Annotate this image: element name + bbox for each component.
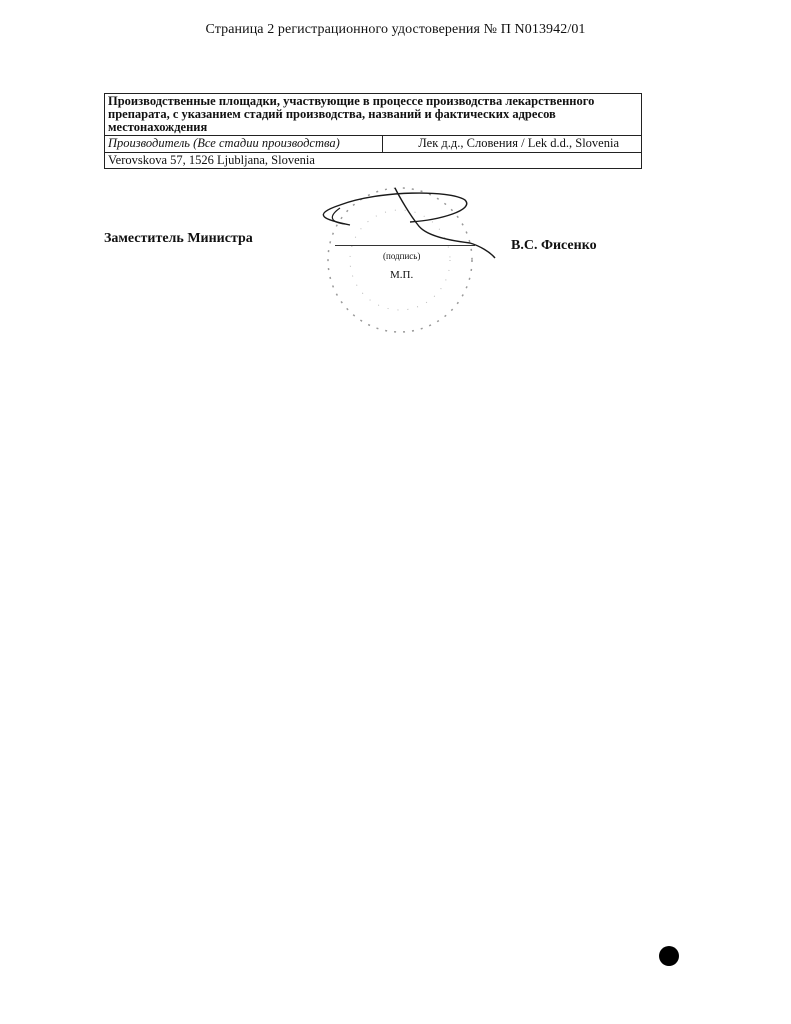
handwritten-signature	[323, 188, 495, 258]
production-sites-heading: Производственные площадки, участвующие в процессе производства лекарственного препарата, с указанием стадий производства, названий и фактических адресов местонахождения	[105, 94, 642, 136]
table-heading-row	[105, 94, 642, 136]
signatory-position: Заместитель Министра	[104, 231, 253, 246]
producer-name: Лек д.д., Словения / Lek d.d., Slovenia	[382, 136, 641, 153]
producer-address: Verovskova 57, 1526 Ljubljana, Slovenia	[105, 153, 642, 169]
production-sites-table	[104, 93, 642, 169]
producer-row	[105, 136, 642, 153]
producer-role: Производитель (Все стадии производства)	[105, 136, 383, 153]
address-row	[105, 153, 642, 169]
stamp-placeholder-label: М.П.	[390, 269, 414, 281]
signature-line	[335, 245, 475, 246]
signatory-name: В.С. Фисенко	[511, 238, 597, 253]
page-header: Страница 2 регистрационного удостоверения № П N013942/01	[205, 22, 586, 37]
signature-caption: (подпись)	[383, 251, 421, 261]
page-corner-dot	[659, 946, 679, 966]
